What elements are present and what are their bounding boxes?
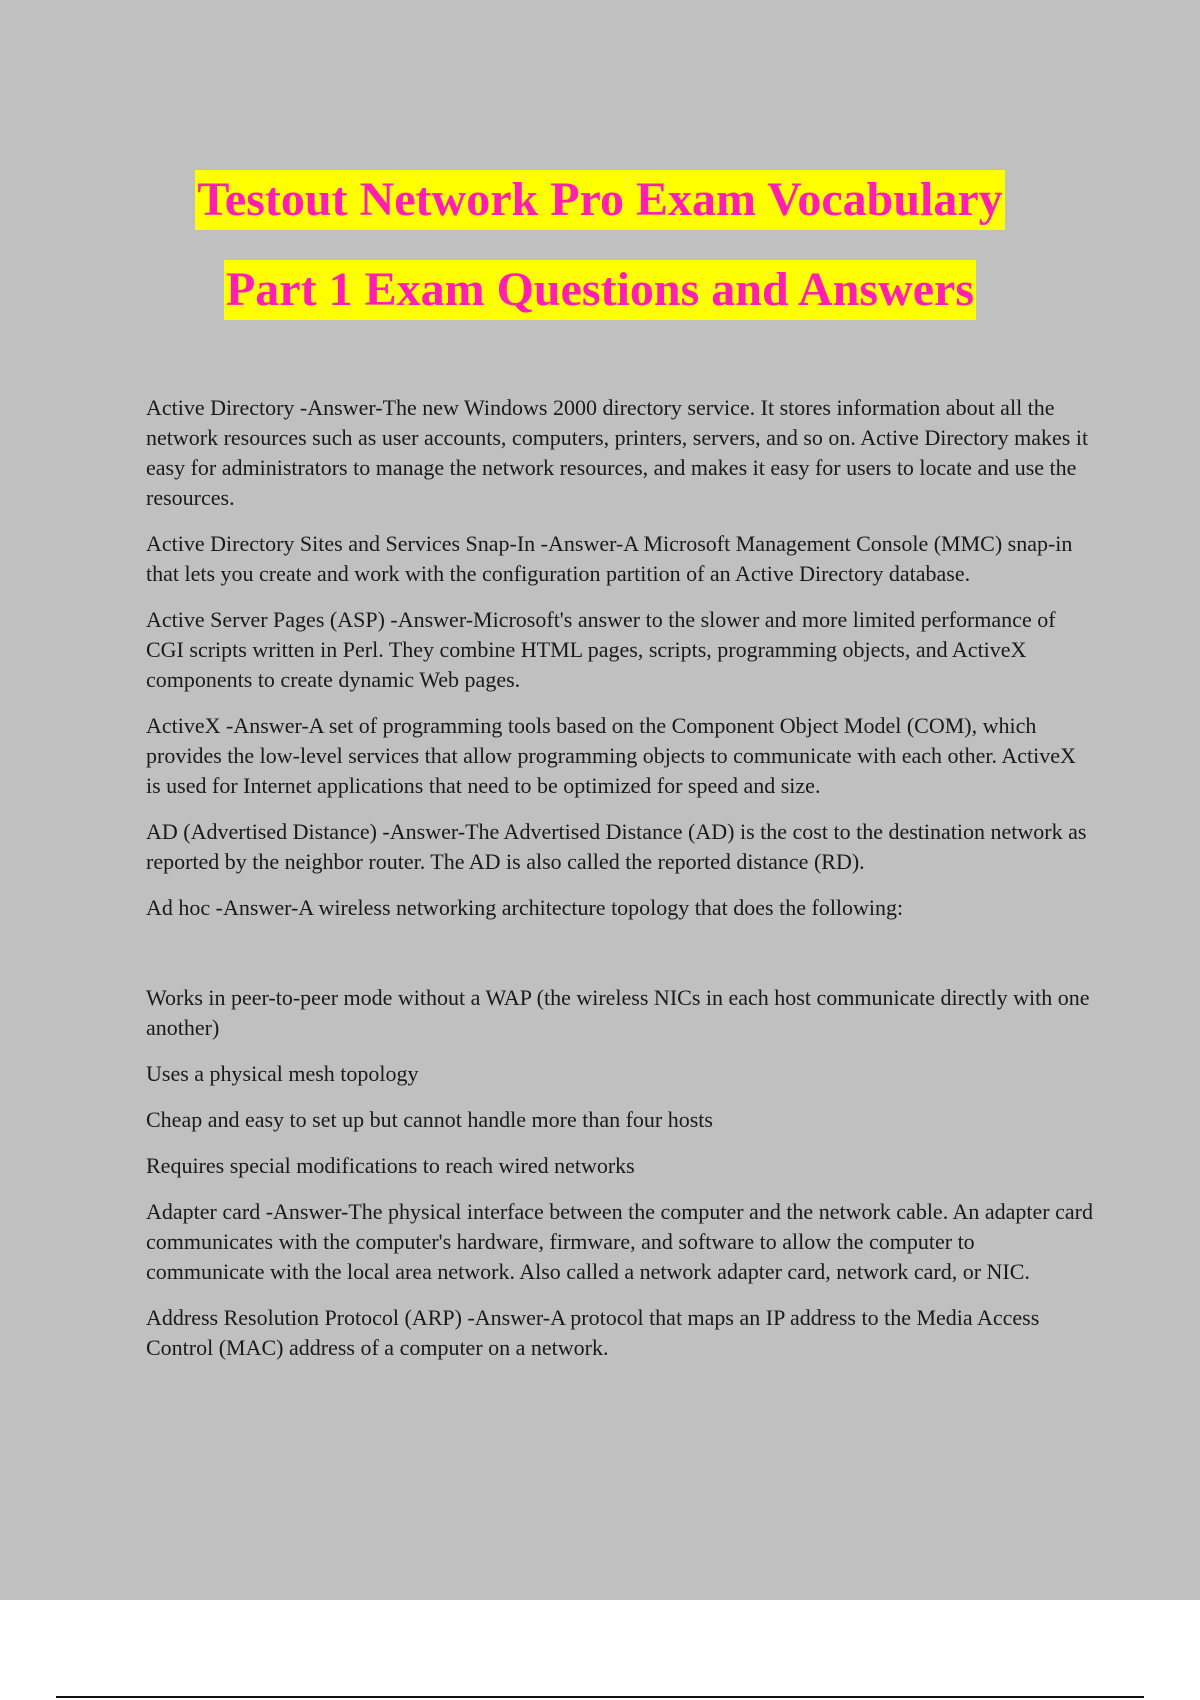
footer-rule xyxy=(56,1696,1144,1698)
paragraph-sites-services: Active Directory Sites and Services Snap-In -Answer-A Microsoft Management Console (MMC) snap-in that lets you create and work with the configuration partition of an Active Directory database. xyxy=(146,531,1073,586)
paragraph-advertised-distance: AD (Advertised Distance) -Answer-The Advertised Distance (AD) is the cost to the destination network as reported by the neighbor router. The AD is also called the reported distance (RD). xyxy=(146,819,1087,874)
paragraph-activex: ActiveX -Answer-A set of programming tools based on the Component Object Model (COM), which provides the low-level services that allow programming objects to communicate with each other. ActiveX is used for Internet applications that need to be optimized for speed and size. xyxy=(146,713,1076,798)
paragraph-adapter-card: Adapter card -Answer-The physical interface between the computer and the network cable. An adapter card communicates with the computer's hardware, firmware, and software to allow the computer to communicate with the local area network. Also called a network adapter card, network card, or NIC. xyxy=(146,1199,1093,1284)
document-title xyxy=(0,170,1200,320)
document-body xyxy=(146,393,1096,1379)
paragraph-ad-hoc-point-1: Works in peer-to-peer mode without a WAP (the wireless NICs in each host communicate directly with one another) xyxy=(146,985,1090,1040)
paragraph-ad-hoc-point-2: Uses a physical mesh topology xyxy=(146,1061,419,1086)
paragraph-asp: Active Server Pages (ASP) -Answer-Microsoft's answer to the slower and more limited performance of CGI scripts written in Perl. They combine HTML pages, scripts, programming objects, and ActiveX components to create dynamic Web pages. xyxy=(146,607,1056,692)
paragraph-ad-hoc-point-4: Requires special modifications to reach wired networks xyxy=(146,1153,635,1178)
title-line-2: Part 1 Exam Questions and Answers xyxy=(224,260,976,320)
paragraph-ad-hoc-point-3: Cheap and easy to set up but cannot handle more than four hosts xyxy=(146,1107,713,1132)
paragraph-active-directory: Active Directory -Answer-The new Windows 2000 directory service. It stores information about all the network resources such as user accounts, computers, printers, servers, and so on. Active Directory makes it easy for administrators to manage the network resources, and makes it easy for users to locate and use the resources. xyxy=(146,395,1089,510)
title-line-1: Testout Network Pro Exam Vocabulary xyxy=(195,170,1004,230)
paragraph-ad-hoc: Ad hoc -Answer-A wireless networking architecture topology that does the following: xyxy=(146,895,904,920)
paragraph-arp: Address Resolution Protocol (ARP) -Answer-A protocol that maps an IP address to the Media Access Control (MAC) address of a computer on a network. xyxy=(146,1305,1040,1360)
